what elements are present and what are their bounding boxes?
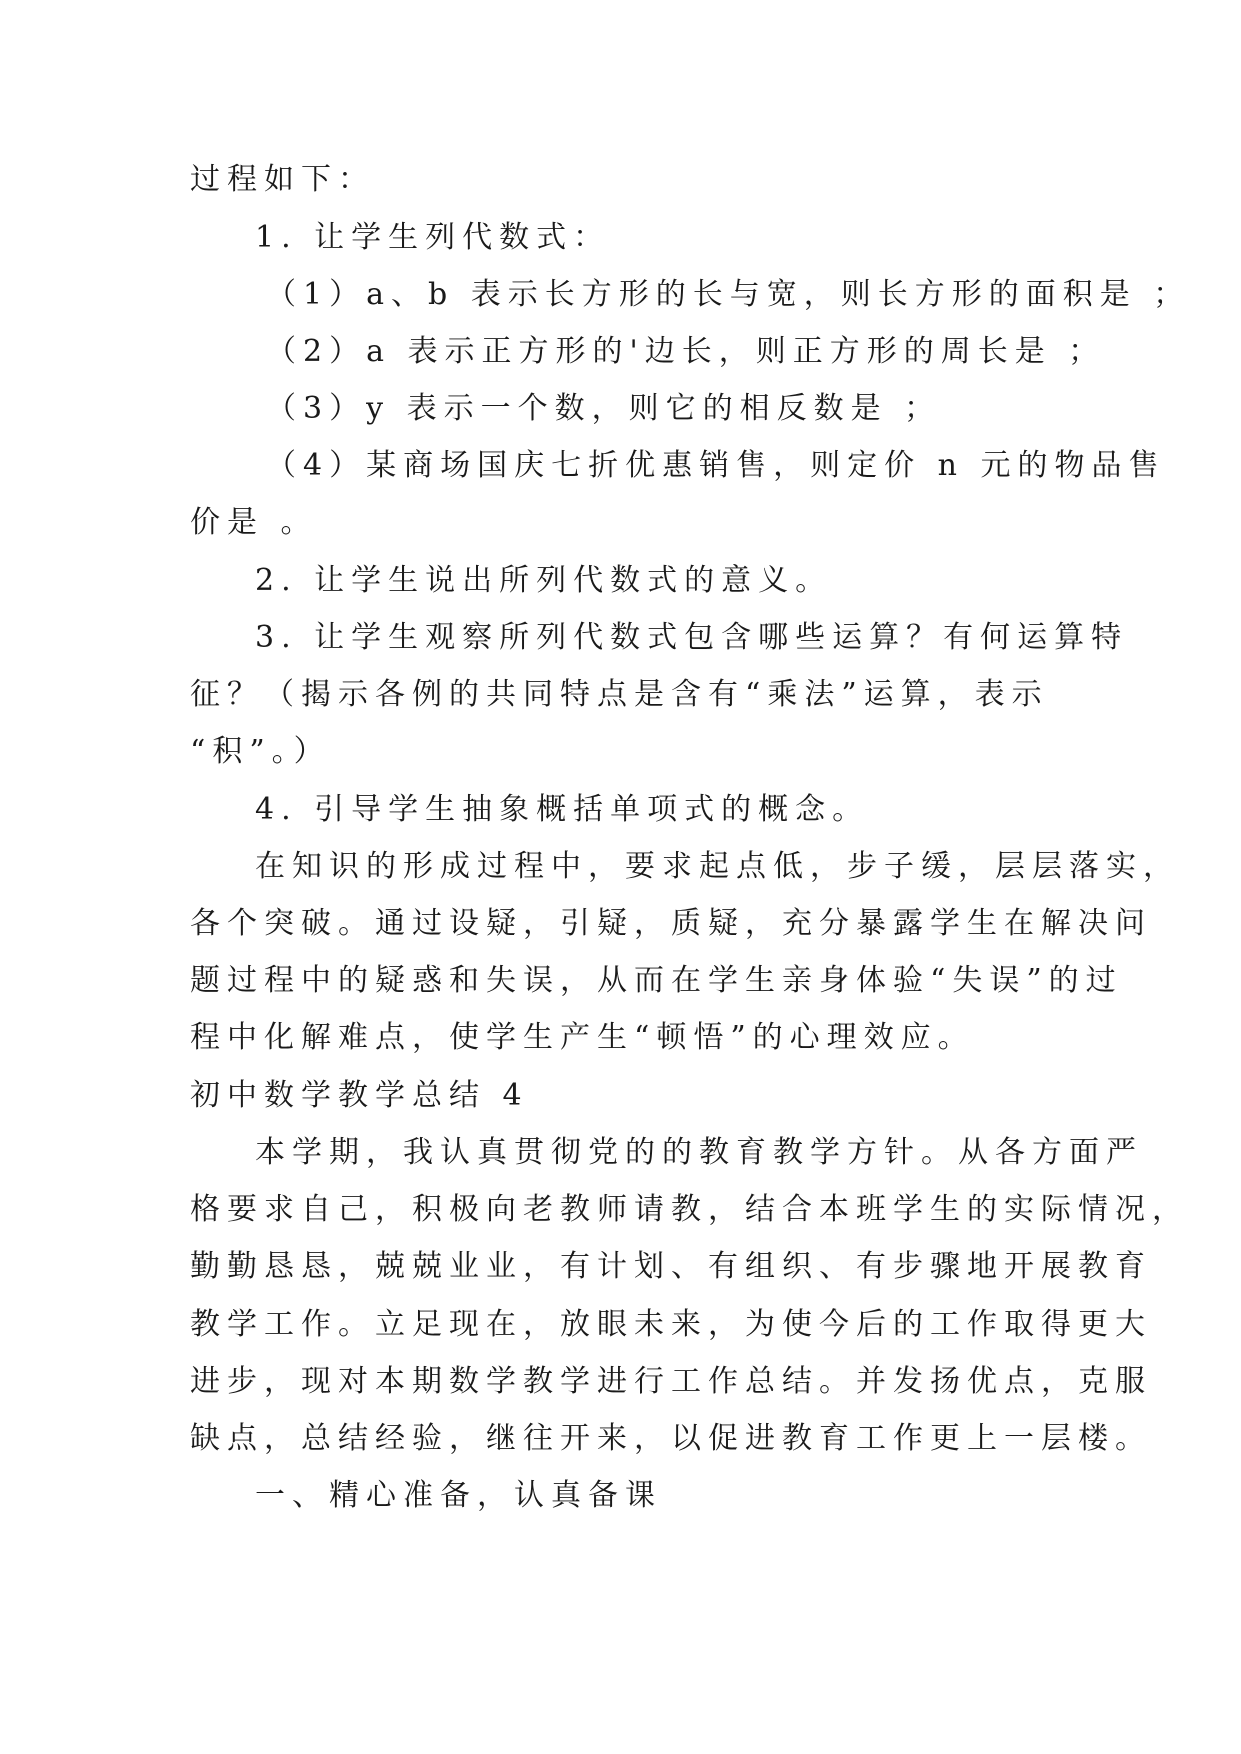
paragraph-line: 本学期，我认真贯彻党的的教育教学方针。从各方面严 bbox=[255, 1135, 1143, 1170]
list-item-2: 2. 让学生说出所列代数式的意义。 bbox=[255, 563, 833, 598]
paragraph-line: 勤勤恳恳，兢兢业业，有计划、有组织、有步骤地开展教育 bbox=[190, 1249, 1152, 1284]
list-item-3: 3. 让学生观察所列代数式包含哪些运算？有何运算特 bbox=[255, 620, 1129, 655]
list-item-1: 1. 让学生列代数式： bbox=[255, 220, 611, 255]
paragraph-line: 格要求自己，积极向老教师请教，结合本班学生的实际情况， bbox=[190, 1192, 1189, 1227]
paragraph-line: 进步，现对本期数学教学进行工作总结。并发扬优点，克服 bbox=[190, 1364, 1152, 1399]
text-line: 价是 。 bbox=[190, 505, 318, 540]
paragraph-line: 在知识的形成过程中，要求起点低，步子缓，层层落实， bbox=[255, 849, 1180, 884]
paragraph-line: 程中化解难点，使学生产生“顿悟”的心理效应。 bbox=[190, 1020, 975, 1055]
subsection-heading: 一、精心准备，认真备课 bbox=[255, 1478, 662, 1513]
paragraph-line: 缺点，总结经验，继往开来，以促进教育工作更上一层楼。 bbox=[190, 1421, 1152, 1456]
sub-item-2: （2）a 表示正方形的'边长，则正方形的周长是 ； bbox=[266, 334, 1106, 369]
text-line: 征？（揭示各例的共同特点是含有“乘法”运算，表示 bbox=[190, 677, 1049, 712]
sub-item-3: （3）y 表示一个数，则它的相反数是 ； bbox=[266, 391, 942, 426]
sub-item-1: （1）a、b 表示长方形的长与宽，则长方形的面积是 ； bbox=[266, 277, 1191, 312]
text-line: 过程如下： bbox=[190, 162, 375, 197]
section-heading: 初中数学教学总结 4 bbox=[190, 1078, 529, 1113]
paragraph-line: 题过程中的疑惑和失误，从而在学生亲身体验“失误”的过 bbox=[190, 963, 1123, 998]
sub-item-4: （4）某商场国庆七折优惠销售，则定价 n 元的物品售 bbox=[266, 448, 1166, 483]
text-line: “积”。） bbox=[190, 734, 331, 769]
paragraph-line: 各个突破。通过设疑，引疑，质疑，充分暴露学生在解决问 bbox=[190, 906, 1152, 941]
list-item-4: 4. 引导学生抽象概括单项式的概念。 bbox=[255, 792, 870, 827]
paragraph-line: 教学工作。立足现在，放眼未来，为使今后的工作取得更大 bbox=[190, 1307, 1152, 1342]
